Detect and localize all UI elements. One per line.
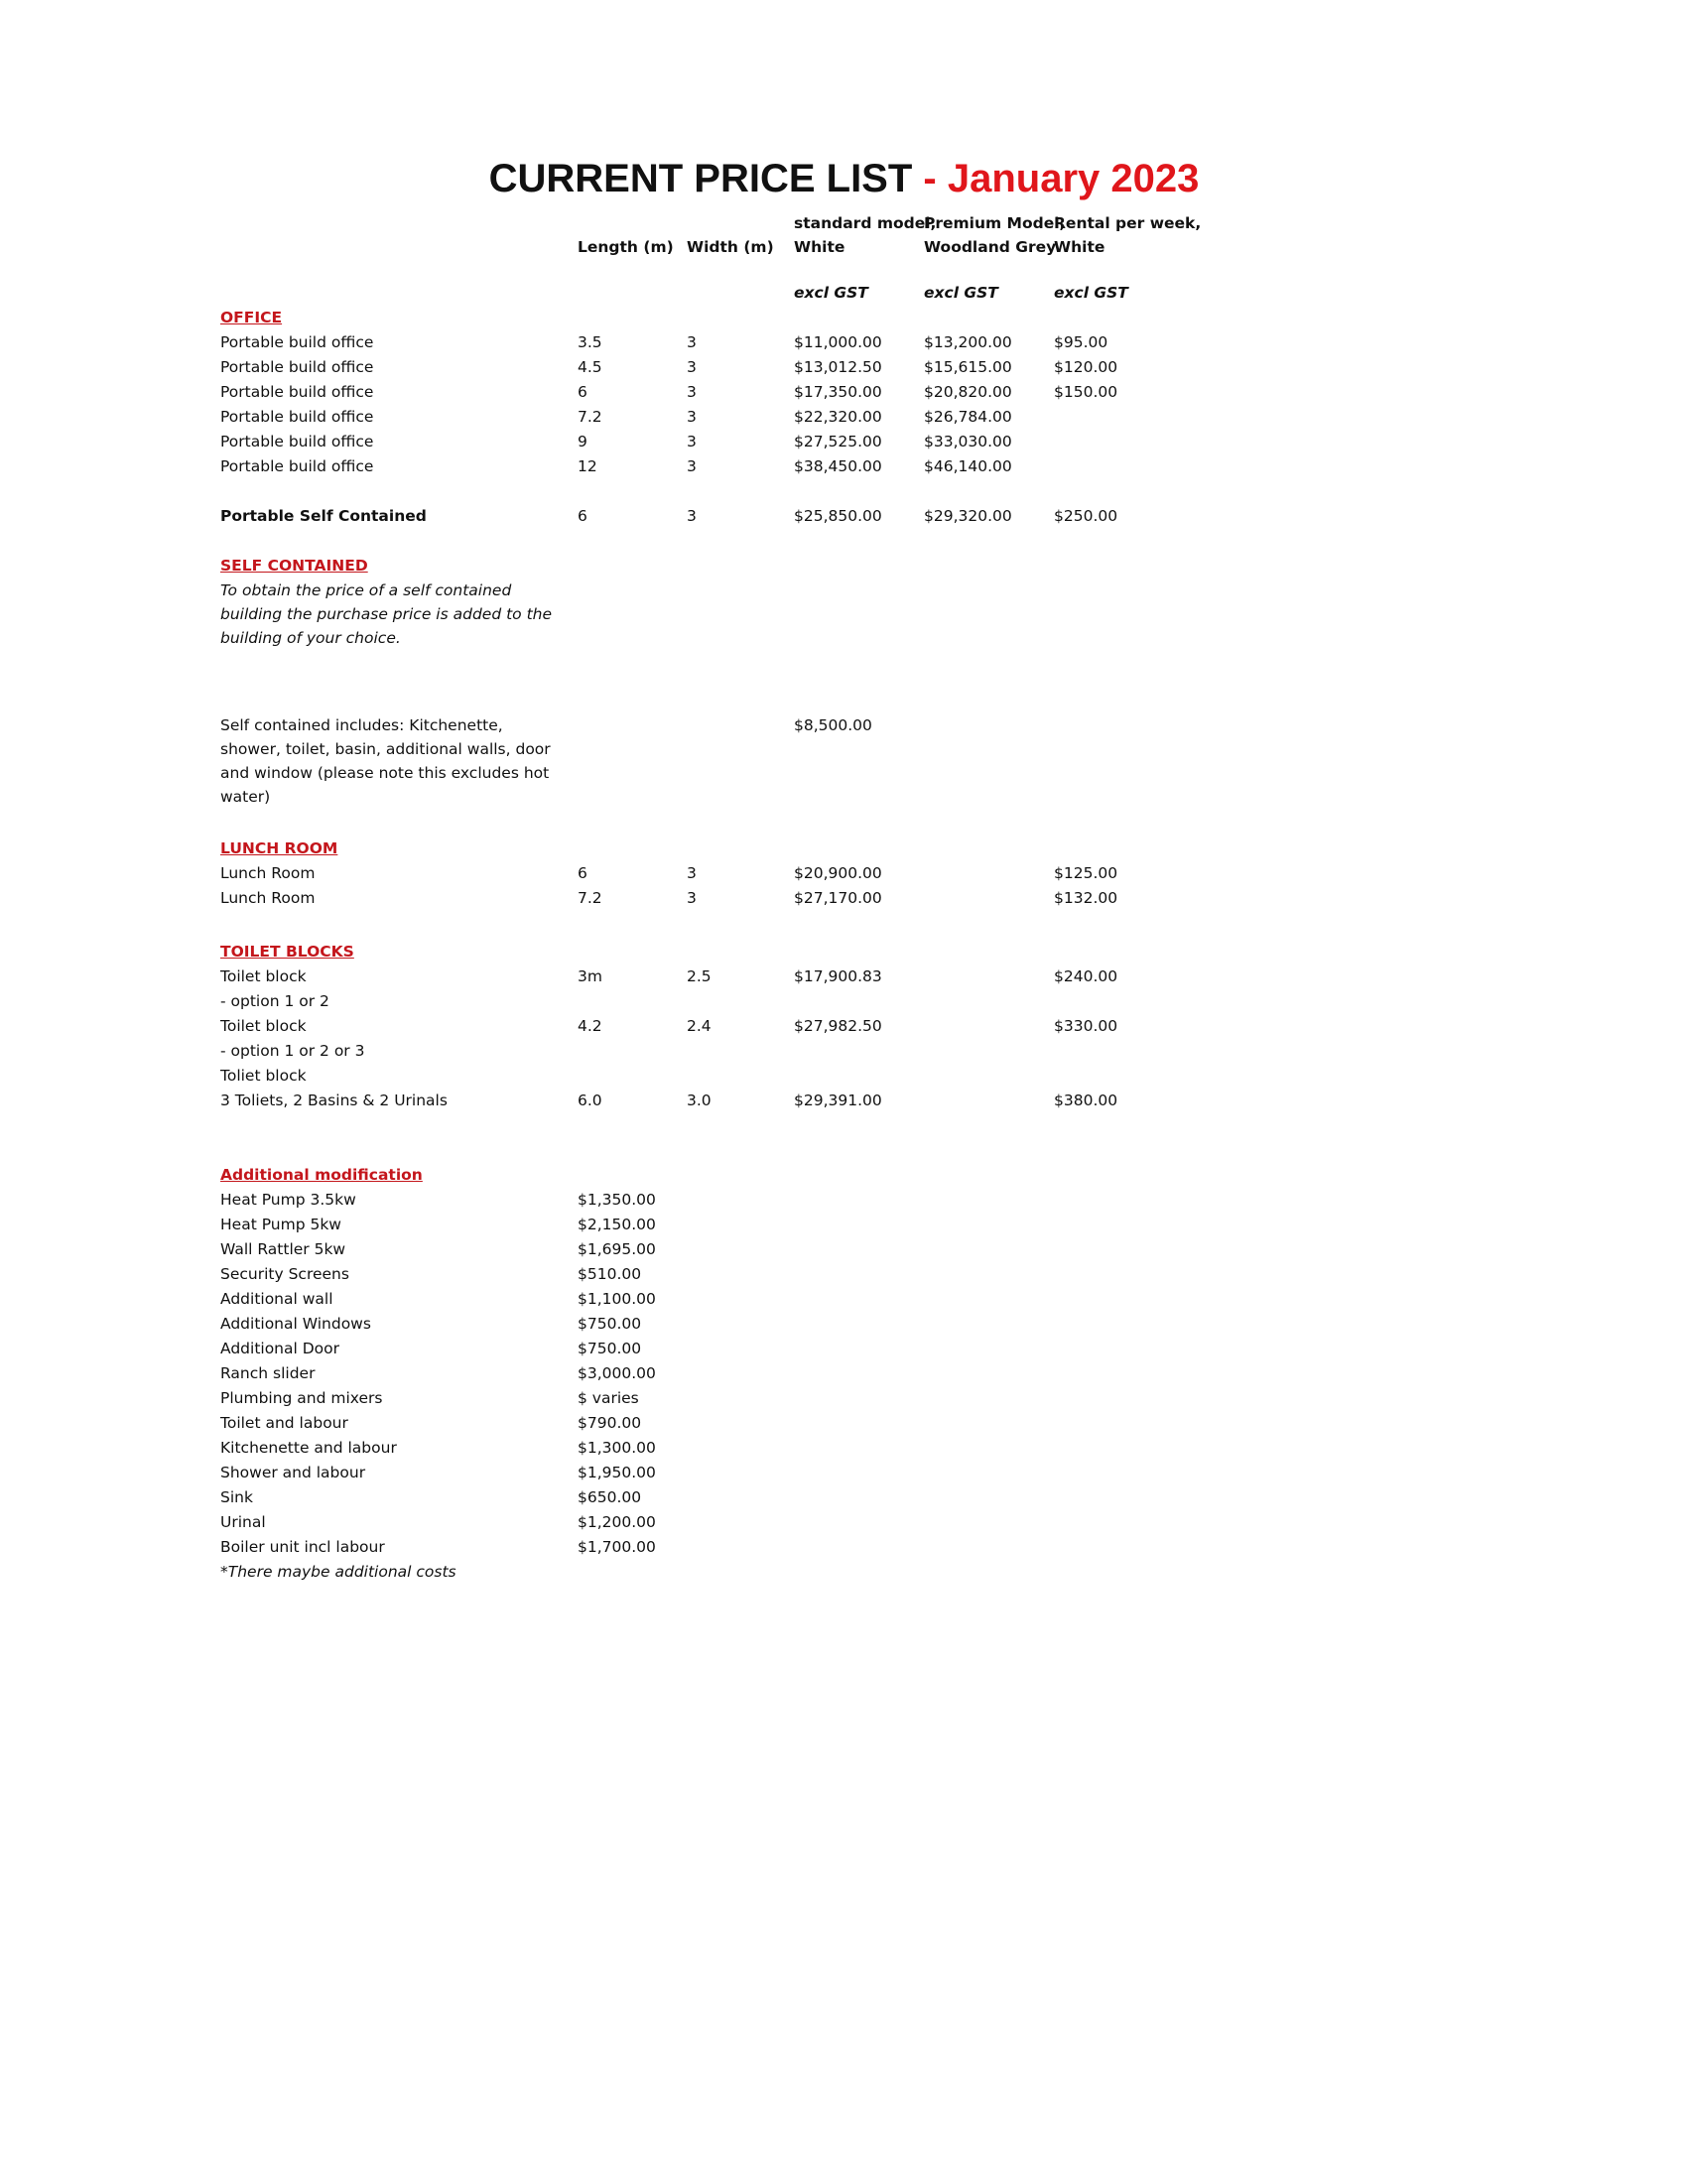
item-price: $1,695.00: [578, 1240, 656, 1258]
row-rental-price: $330.00: [1054, 1017, 1118, 1035]
row-rental-price: $125.00: [1054, 864, 1118, 882]
row-standard-price: $17,900.83: [794, 967, 882, 985]
item-price: $ varies: [578, 1389, 639, 1407]
row-width: 3: [687, 864, 697, 882]
row-rental-price: $380.00: [1054, 1092, 1118, 1109]
item-price: $1,200.00: [578, 1513, 656, 1531]
row-width: 3.0: [687, 1092, 712, 1109]
row-premium-price: $13,200.00: [924, 333, 1012, 351]
row-subtitle: - option 1 or 2 or 3: [220, 1042, 365, 1060]
section-heading-lunch-room: LUNCH ROOM: [220, 839, 338, 857]
row-width: 2.4: [687, 1017, 712, 1035]
row-rental-price: $240.00: [1054, 967, 1118, 985]
row-length: 3m: [578, 967, 602, 985]
row-name: Toilet block: [220, 1017, 307, 1035]
row-rental-price: $150.00: [1054, 383, 1118, 401]
section-heading-additional-modification: Additional modification: [220, 1166, 423, 1184]
self-contained-note: To obtain the price of a self contained building the purchase price is added to the building of your choice.: [220, 581, 553, 647]
item-price: $650.00: [578, 1488, 642, 1506]
self-contained-price: $8,500.00: [794, 716, 872, 734]
header-excl-gst-rental: excl GST: [1054, 284, 1128, 302]
title-main: CURRENT PRICE LIST: [488, 157, 913, 200]
item-name: Additional wall: [220, 1290, 333, 1308]
row-width: 3: [687, 507, 697, 525]
item-name: Sink: [220, 1488, 253, 1506]
row-width: 2.5: [687, 967, 712, 985]
row-name: Portable build office: [220, 383, 374, 401]
header-standard-line1: standard model,: [794, 214, 937, 232]
row-length: 6: [578, 383, 587, 401]
row-subtitle: 3 Toliets, 2 Basins & 2 Urinals: [220, 1092, 448, 1109]
row-name: Toilet block: [220, 967, 307, 985]
row-premium-price: $33,030.00: [924, 433, 1012, 450]
item-name: Boiler unit incl labour: [220, 1538, 385, 1556]
row-width: 3: [687, 889, 697, 907]
row-length: 6: [578, 507, 587, 525]
header-excl-gst-standard: excl GST: [794, 284, 868, 302]
row-premium-price: $15,615.00: [924, 358, 1012, 376]
header-premium-line1: Premium Model,: [924, 214, 1066, 232]
item-price: $3,000.00: [578, 1364, 656, 1382]
self-contained-includes: Self contained includes: Kitchenette, shower, toilet, basin, additional walls, door and window (please note this excludes hot water): [220, 716, 551, 806]
item-name: Urinal: [220, 1513, 266, 1531]
row-width: 3: [687, 383, 697, 401]
row-name: Lunch Room: [220, 864, 316, 882]
row-standard-price: $17,350.00: [794, 383, 882, 401]
row-name: Portable build office: [220, 457, 374, 475]
row-standard-price: $27,170.00: [794, 889, 882, 907]
item-price: $1,100.00: [578, 1290, 656, 1308]
row-rental-price: $95.00: [1054, 333, 1108, 351]
item-price: $1,300.00: [578, 1439, 656, 1457]
row-premium-price: $20,820.00: [924, 383, 1012, 401]
row-length: 6: [578, 864, 587, 882]
row-length: 7.2: [578, 889, 602, 907]
row-width: 3: [687, 358, 697, 376]
row-width: 3: [687, 433, 697, 450]
row-rental-price: $120.00: [1054, 358, 1118, 376]
row-premium-price: $26,784.00: [924, 408, 1012, 426]
item-price: $510.00: [578, 1265, 642, 1283]
item-name: Shower and labour: [220, 1464, 366, 1481]
row-standard-price: $29,391.00: [794, 1092, 882, 1109]
row-length: 9: [578, 433, 587, 450]
header-excl-gst-premium: excl GST: [924, 284, 998, 302]
row-name: Lunch Room: [220, 889, 316, 907]
header-standard-line2: White: [794, 238, 845, 256]
item-price: $1,700.00: [578, 1538, 656, 1556]
row-standard-price: $38,450.00: [794, 457, 882, 475]
row-standard-price: $25,850.00: [794, 507, 882, 525]
row-name: Portable build office: [220, 408, 374, 426]
item-price: $750.00: [578, 1315, 642, 1333]
page-title: [0, 151, 1688, 206]
item-price: $790.00: [578, 1414, 642, 1432]
row-width: 3: [687, 333, 697, 351]
row-rental-price: $132.00: [1054, 889, 1118, 907]
row-length: 4.5: [578, 358, 602, 376]
header-rental-line2: White: [1054, 238, 1105, 256]
row-rental-price: $250.00: [1054, 507, 1118, 525]
section-heading-self-contained: SELF CONTAINED: [220, 557, 368, 575]
header-length: Length (m): [578, 238, 674, 256]
row-premium-price: $46,140.00: [924, 457, 1012, 475]
row-standard-price: $13,012.50: [794, 358, 882, 376]
row-standard-price: $27,982.50: [794, 1017, 882, 1035]
row-length: 12: [578, 457, 597, 475]
row-name: Portable build office: [220, 358, 374, 376]
item-price: $1,950.00: [578, 1464, 656, 1481]
item-name: Ranch slider: [220, 1364, 316, 1382]
row-length: 6.0: [578, 1092, 602, 1109]
item-name: Toilet and labour: [220, 1414, 348, 1432]
item-name: Wall Rattler 5kw: [220, 1240, 346, 1258]
row-name: Portable Self Contained: [220, 507, 427, 525]
title-accent: - January 2023: [923, 157, 1200, 200]
row-width: 3: [687, 408, 697, 426]
header-rental-line1: Rental per week,: [1054, 214, 1202, 232]
item-name: Additional Windows: [220, 1315, 371, 1333]
section-heading-toilet-blocks: TOILET BLOCKS: [220, 943, 354, 961]
item-price: $750.00: [578, 1340, 642, 1357]
item-name: Heat Pump 3.5kw: [220, 1191, 356, 1209]
row-standard-price: $20,900.00: [794, 864, 882, 882]
row-width: 3: [687, 457, 697, 475]
row-name: Toliet block: [220, 1067, 307, 1085]
item-price: $2,150.00: [578, 1216, 656, 1233]
row-name: Portable build office: [220, 433, 374, 450]
section-heading-office: OFFICE: [220, 309, 283, 326]
item-name: Security Screens: [220, 1265, 349, 1283]
row-length: 7.2: [578, 408, 602, 426]
item-name: Kitchenette and labour: [220, 1439, 397, 1457]
row-length: 4.2: [578, 1017, 602, 1035]
additional-footnote: *There maybe additional costs: [220, 1563, 456, 1581]
row-name: Portable build office: [220, 333, 374, 351]
row-standard-price: $11,000.00: [794, 333, 882, 351]
header-width: Width (m): [687, 238, 774, 256]
row-premium-price: $29,320.00: [924, 507, 1012, 525]
row-subtitle: - option 1 or 2: [220, 992, 329, 1010]
header-premium-line2: Woodland Grey: [924, 238, 1057, 256]
row-standard-price: $27,525.00: [794, 433, 882, 450]
row-length: 3.5: [578, 333, 602, 351]
item-name: Additional Door: [220, 1340, 340, 1357]
row-standard-price: $22,320.00: [794, 408, 882, 426]
item-price: $1,350.00: [578, 1191, 656, 1209]
item-name: Heat Pump 5kw: [220, 1216, 341, 1233]
item-name: Plumbing and mixers: [220, 1389, 383, 1407]
